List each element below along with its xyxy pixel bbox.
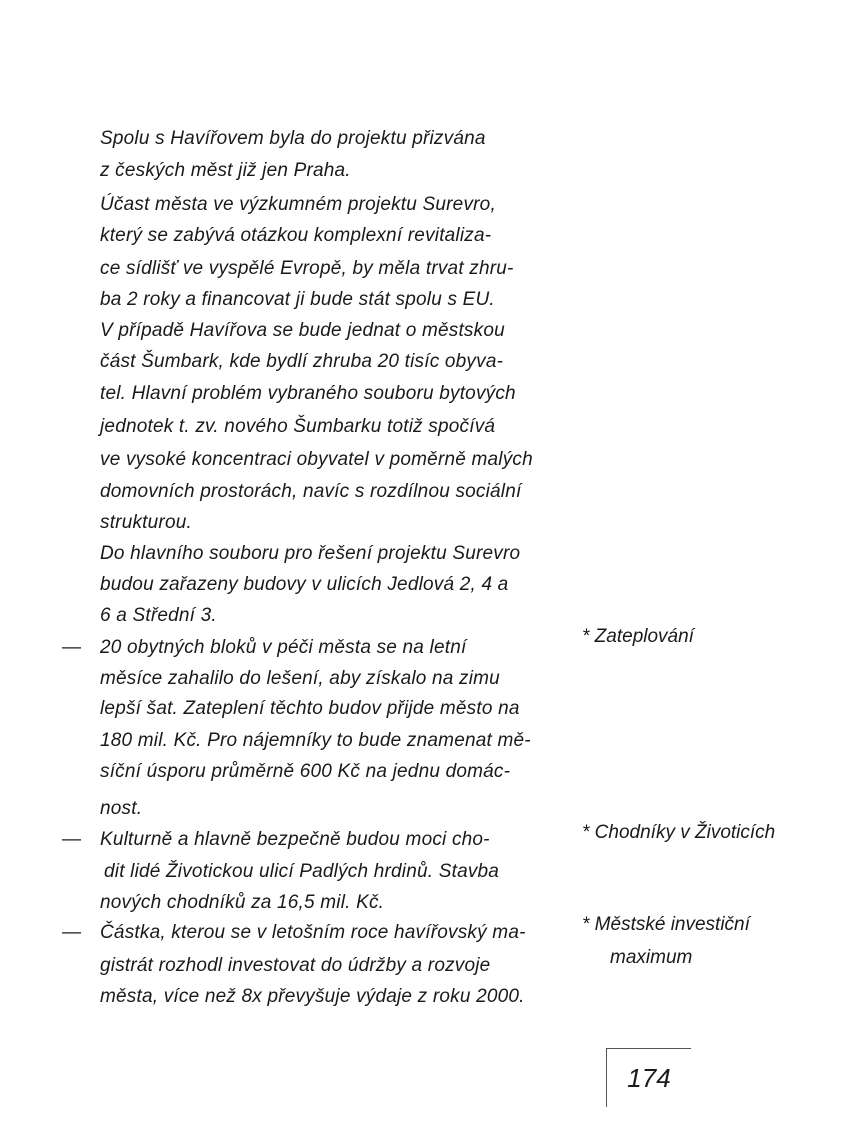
text-line: 20 obytných bloků v péči města se na letní bbox=[100, 637, 467, 658]
text-line: města, více než 8x převyšuje výdaje z roku 2000. bbox=[100, 986, 525, 1007]
text-line: síční úsporu průměrně 600 Kč na jednu domác- bbox=[100, 761, 511, 782]
text-line: lepší šat. Zateplení těchto budov přijde město na bbox=[100, 698, 520, 719]
text-line: z českých měst již jen Praha. bbox=[100, 160, 351, 181]
bullet-dash: — bbox=[62, 829, 81, 850]
text-line: ve vysoké koncentraci obyvatel v poměrně malých bbox=[100, 449, 533, 470]
margin-note: * Chodníky v Životicích bbox=[582, 822, 776, 843]
text-line: tel. Hlavní problém vybraného souboru bytových bbox=[100, 383, 516, 404]
text-line: ba 2 roky a financovat ji bude stát spolu s EU. bbox=[100, 289, 495, 310]
text-line: nových chodníků za 16,5 mil. Kč. bbox=[100, 892, 385, 913]
text-line: Kulturně a hlavně bezpečně budou moci cho- bbox=[100, 829, 490, 850]
text-line: část Šumbark, kde bydlí zhruba 20 tisíc obyva- bbox=[100, 351, 504, 372]
text-line: Částka, kterou se v letošním roce havířovský ma- bbox=[100, 922, 526, 943]
bullet-dash: — bbox=[62, 637, 81, 658]
text-line: gistrát rozhodl investovat do údržby a rozvoje bbox=[100, 955, 491, 976]
margin-note: * Zateplování bbox=[582, 626, 694, 647]
text-line: jednotek t. zv. nového Šumbarku totiž spočívá bbox=[100, 416, 496, 437]
text-line: Spolu s Havířovem byla do projektu přizvána bbox=[100, 128, 486, 149]
text-line: Účast města ve výzkumném projektu Surevro, bbox=[100, 194, 496, 215]
text-line: strukturou. bbox=[100, 512, 192, 533]
text-line: ce sídlišť ve vyspělé Evropě, by měla trvat zhru- bbox=[100, 258, 514, 279]
text-line: domovních prostorách, navíc s rozdílnou sociální bbox=[100, 481, 522, 502]
margin-note: maximum bbox=[610, 947, 693, 968]
text-line: 180 mil. Kč. Pro nájemníky to bude znamenat mě- bbox=[100, 730, 531, 751]
text-line: měsíce zahalilo do lešení, aby získalo na zimu bbox=[100, 668, 500, 689]
bullet-dash: — bbox=[62, 922, 81, 943]
text-line: 6 a Střední 3. bbox=[100, 605, 217, 626]
text-line: budou zařazeny budovy v ulicích Jedlová 2, 4 a bbox=[100, 574, 509, 595]
text-line: dit lidé Životickou ulicí Padlých hrdinů. Stavba bbox=[104, 861, 500, 882]
page-number: 174 bbox=[606, 1048, 691, 1107]
text-line: který se zabývá otázkou komplexní revitaliza- bbox=[100, 225, 492, 246]
text-line: Do hlavního souboru pro řešení projektu Surevro bbox=[100, 543, 521, 564]
text-line: nost. bbox=[100, 798, 143, 819]
margin-note: * Městské investiční bbox=[582, 914, 750, 935]
text-line: V případě Havířova se bude jednat o městskou bbox=[100, 320, 505, 341]
